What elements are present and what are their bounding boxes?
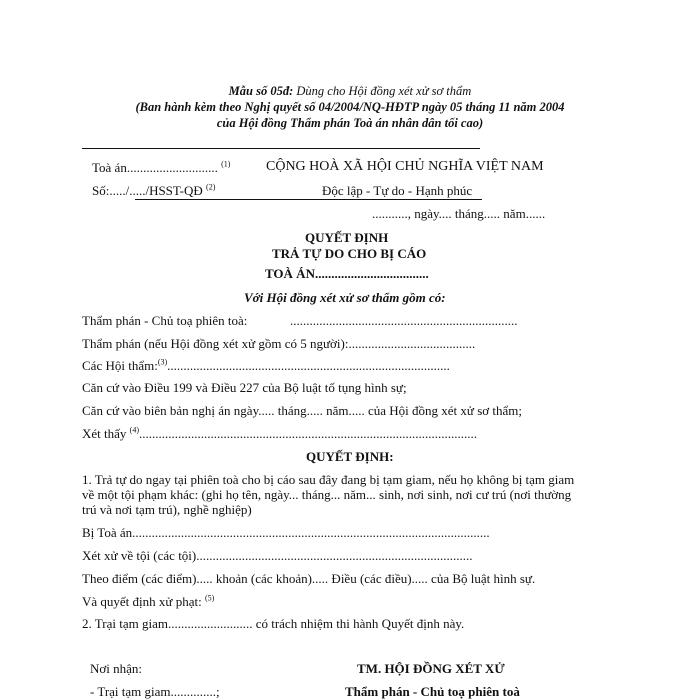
- presiding-judge-line: [82, 313, 247, 329]
- item1-line-3: trú và nơi tạm trú), nghề nghiệp): [82, 502, 252, 517]
- consider-label: Xét thấy: [82, 426, 127, 441]
- decision-number-text: Số:...../...../HSST-QĐ: [92, 183, 203, 198]
- presiding-judge-label: Thẩm phán - Chủ toạ phiên toà:: [82, 313, 248, 328]
- signer-role: Thẩm phán - Chủ toạ phiên toà: [345, 684, 520, 699]
- decision-number-note: (2): [206, 182, 216, 192]
- court-field-text: Toà án............................: [92, 160, 218, 175]
- form-title: [0, 84, 700, 99]
- basis-line-2: Căn cứ vào biên bản nghị án ngày..... tháng..... năm..... của Hội đồng xét xử sơ thẩm;: [82, 403, 523, 418]
- motto: Độc lập - Tự do - Hạnh phúc: [322, 183, 473, 198]
- consider-line: [82, 426, 477, 442]
- presiding-judge-dots: ......................................................................: [290, 313, 518, 328]
- jurors-note: (3): [157, 357, 168, 367]
- sentence-note: (5): [204, 593, 215, 603]
- defendant-line: Bị Toà án..............................................................................................................: [82, 525, 490, 540]
- number-underline: [135, 199, 330, 200]
- decision-subtitle: TRẢ TỰ DO CHO BỊ CÁO: [272, 246, 427, 261]
- form-title-bold: Mẫu số 05đ:: [228, 84, 294, 98]
- consider-dots: ........................................................................................................: [138, 426, 477, 441]
- crime-line: Xét xử về tội (các tội).....................................................................................: [82, 548, 473, 563]
- decision-number: [92, 183, 215, 199]
- jurors-dots: .......................................................................................: [167, 358, 450, 373]
- issued-line-2: của Hội đồng Thẩm phán Toà án nhân dân tối cao): [216, 116, 484, 130]
- sentence-label: Và quyết định xử phạt:: [82, 594, 202, 609]
- court-note: (1): [221, 159, 231, 169]
- basis-line-1: Căn cứ vào Điều 199 và Điều 227 của Bộ luật tố tụng hình sự;: [82, 380, 407, 395]
- recipients-label: Nơi nhận:: [90, 661, 143, 676]
- nation-title: CỘNG HOÀ XÃ HỘI CHỦ NGHĨA VIỆT NAM: [266, 159, 544, 174]
- item1-line-1: 1. Trả tự do ngay tại phiên toà cho bị cáo sau đây đang bị tạm giam, nếu họ không bị tạm giam: [82, 472, 575, 487]
- court-field: [92, 160, 230, 176]
- consider-note: (4): [129, 425, 139, 435]
- court-title-line: TOÀ ÁN...................................: [265, 266, 429, 281]
- date-line: ..........., ngày.... tháng..... năm......: [372, 206, 546, 221]
- item1-line-2: về một tội phạm khác: (ghi họ tên, ngày... tháng... năm... sinh, nơi sinh, nơi cư trú (nơi thường: [82, 487, 572, 502]
- issued-line-1: (Ban hành kèm theo Nghị quyết số 04/2004/NQ-HĐTP ngày 05 tháng 11 năm 2004: [135, 100, 565, 114]
- form-title-rest: Dùng cho Hội đồng xét xử sơ thẩm: [293, 84, 472, 98]
- panel-intro: Với Hội đồng xét xử sơ thẩm gồm có:: [244, 290, 446, 305]
- jurors-label: Các Hội thẩm:: [82, 358, 158, 373]
- header-divider: [82, 148, 480, 149]
- decision-title: QUYẾT ĐỊNH: [305, 230, 389, 245]
- sentence-line: [82, 594, 214, 610]
- second-judge-line: Thẩm phán (nếu Hội đồng xét xử gồm có 5 người):.......................................: [82, 336, 476, 351]
- recipient-detention-camp: - Trại tạm giam..............;: [90, 684, 220, 699]
- item2-line: 2. Trại tạm giam.......................... có trách nhiệm thi hành Quyết định này.: [82, 616, 465, 631]
- article-line: Theo điểm (các điểm)..... khoản (các khoản)..... Điều (các điều)..... của Bộ luật hình sự.: [82, 571, 536, 586]
- signer-title: TM. HỘI ĐỒNG XÉT XỬ: [357, 661, 505, 676]
- motto-underline: [322, 199, 482, 200]
- jurors-line: [82, 358, 450, 374]
- decision-heading: QUYẾT ĐỊNH:: [306, 449, 394, 464]
